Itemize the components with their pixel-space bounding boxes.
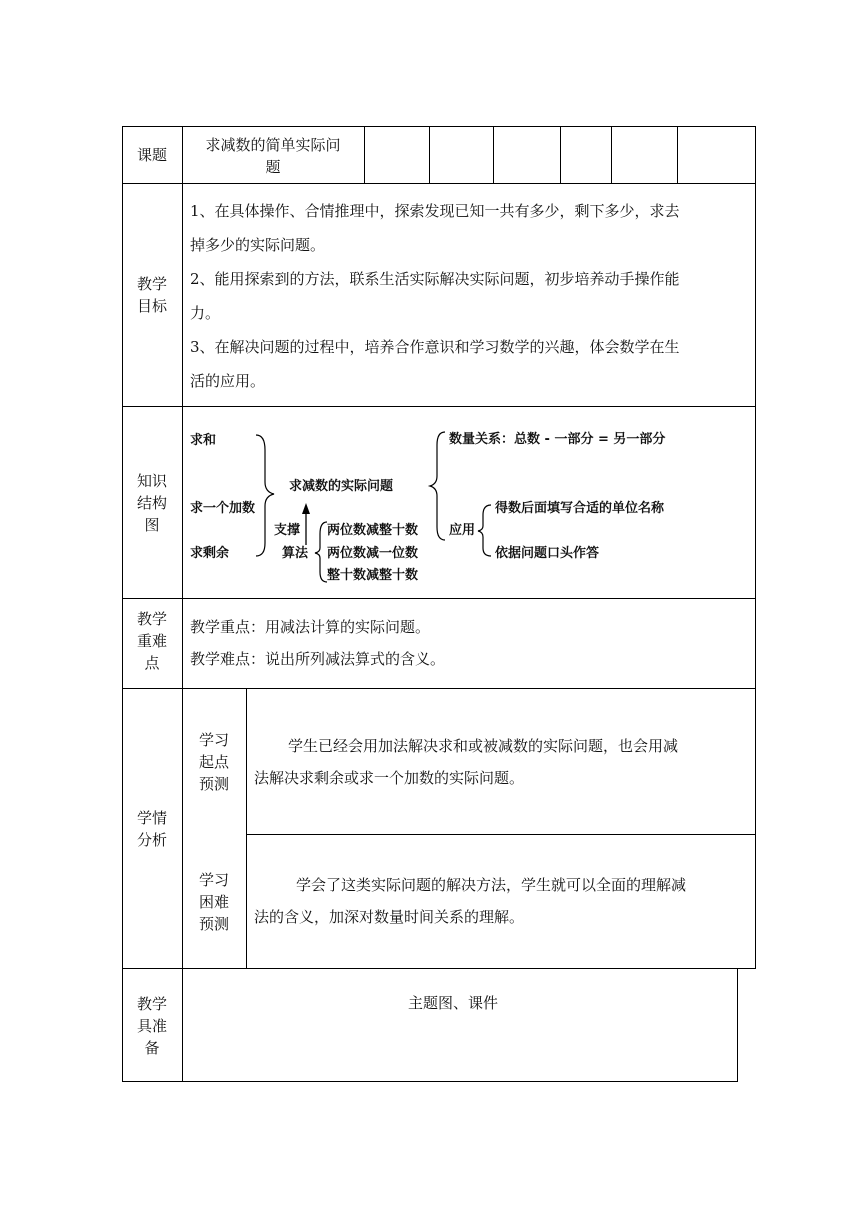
difficulty-text-line2: 法的含义，加深对数量时间关系的理解。 [254, 908, 525, 926]
analysis-label [122, 807, 182, 851]
relation-apply-brace [430, 432, 445, 540]
key-points-label-line1: 教学 [136, 610, 167, 628]
teaching-focus: 教学重点：用减法计算的实际问题。 [190, 618, 431, 636]
difficulty-label-line3: 预测 [198, 915, 229, 933]
prep-label-line3: 备 [144, 1039, 160, 1057]
knowledge-label-line3: 图 [144, 516, 160, 534]
goal-item-1-line2: 掉多少的实际问题。 [190, 236, 326, 254]
left-item-sum: 求和 [190, 433, 217, 448]
apply-brace [478, 505, 491, 556]
knowledge-label-line1: 知识 [136, 472, 167, 490]
analysis-label-line2: 分析 [136, 831, 167, 849]
difficulty-prediction-label [182, 869, 246, 935]
difficulty-text-line1: 学会了这类实际问题的解决方法，学生就可以全面的理解减 [296, 876, 687, 894]
algorithm-item-3: 整十数减整十数 [327, 568, 419, 583]
algorithm-item-1: 两位数减整十数 [327, 523, 419, 538]
goals-label-line2: 目标 [136, 297, 167, 315]
analysis-label-line1: 学情 [136, 809, 167, 827]
topic-label: 课题 [136, 146, 167, 164]
goal-item-2-line1: 2、能用探索到的方法，联系生活实际解决实际问题，初步培养动手操作能 [190, 270, 680, 288]
center-topic: 求减数的实际问题 [289, 479, 394, 494]
start-text-line2: 法解决求剩余或求一个加数的实际问题。 [254, 769, 525, 787]
goal-item-1-line1: 1、在具体操作、合情推理中，探索发现已知一共有多少，剩下多少，求去 [190, 202, 680, 220]
apply-item-answer: 依据问题口头作答 [495, 546, 600, 561]
algorithm-brace [315, 522, 327, 582]
knowledge-label-line2: 结构 [136, 494, 167, 512]
algorithm-item-2: 两位数减一位数 [327, 546, 419, 561]
start-prediction-text [254, 730, 750, 794]
left-brace [256, 435, 274, 556]
left-item-remainder: 求剩余 [190, 546, 230, 561]
difficulty-label-line1: 学习 [198, 871, 229, 889]
difficulty-label-line2: 困难 [198, 893, 229, 911]
quantity-relation: 数量关系：总数 - 一部分 = 另一部分 [449, 432, 666, 447]
goals-label-line1: 教学 [136, 275, 167, 293]
topic-title-line1: 求减数的简单实际问 [205, 136, 341, 154]
algorithm-label: 算法 [282, 546, 309, 561]
start-label-line3: 预测 [198, 775, 229, 793]
prep-label-line2: 具准 [136, 1017, 167, 1035]
key-points-label-line3: 点 [144, 654, 160, 672]
prep-label-line1: 教学 [136, 995, 167, 1013]
support-arrow-head [302, 503, 310, 514]
prep-label [122, 993, 182, 1059]
goal-item-2-line2: 力。 [190, 304, 221, 322]
goal-item-3-line1: 3、在解决问题的过程中，培养合作意识和学习数学的兴趣，体会数学在生 [190, 338, 680, 356]
goal-item-3-line2: 活的应用。 [190, 372, 266, 390]
key-points-label-line2: 重难 [136, 632, 167, 650]
left-item-addend: 求一个加数 [190, 501, 256, 516]
start-text-line1: 学生已经会用加法解决求和或被减数的实际问题，也会用减 [288, 737, 679, 755]
key-points-label [122, 608, 182, 674]
start-label-line1: 学习 [198, 731, 229, 749]
start-label-line2: 起点 [198, 753, 229, 771]
prep-text: 主题图、课件 [408, 994, 499, 1012]
apply-label: 应用 [449, 523, 476, 538]
start-prediction-label [182, 729, 246, 795]
teaching-difficulty: 教学难点：说出所列减法算式的含义。 [190, 650, 446, 668]
topic-title-line2: 题 [265, 158, 281, 176]
key-points-text [190, 611, 750, 675]
apply-item-unit: 得数后面填写合适的单位名称 [495, 501, 665, 516]
support-label: 支撑 [274, 523, 301, 538]
difficulty-prediction-text [254, 869, 750, 933]
